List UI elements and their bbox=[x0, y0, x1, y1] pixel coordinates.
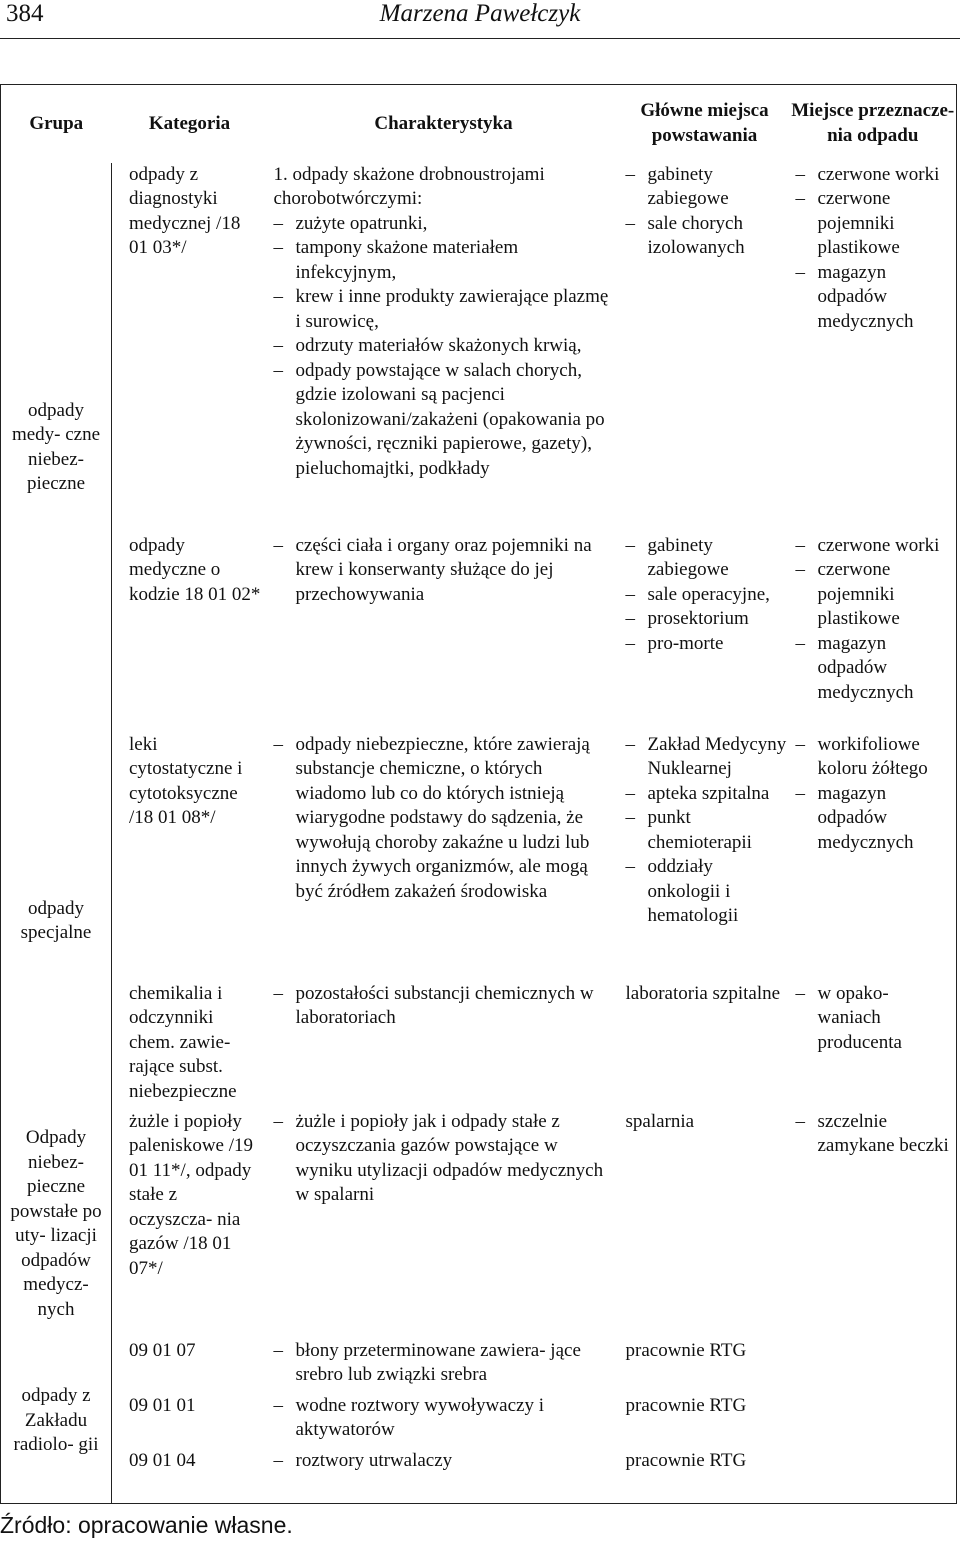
list-item: – w opako- waniach producenta bbox=[796, 982, 955, 1056]
table-row bbox=[1, 733, 957, 982]
characteristic-cell bbox=[268, 1110, 620, 1339]
col-header-grupa: Grupa bbox=[29, 112, 84, 134]
header-rule bbox=[0, 38, 960, 39]
characteristic-cell bbox=[268, 163, 620, 534]
list-item: – magazyn odpadów medycznych bbox=[796, 261, 955, 335]
table-row bbox=[1, 1449, 957, 1504]
characteristic-cell bbox=[268, 1394, 620, 1449]
category-cell: chemikalia i odczynniki chem. zawie- rające subst. niebezpieczne bbox=[129, 982, 237, 1102]
group-cell: odpady z Zakładu radiolo- gii bbox=[1, 1339, 112, 1504]
table-row bbox=[1, 982, 957, 1110]
list-item: – żużle i popioły jak i odpady stałe z oczyszczania gazów powstające w wyniku utylizacji odpadów medycznych w spalarni bbox=[274, 1110, 616, 1208]
destination-cell bbox=[790, 733, 957, 982]
list-item: – gabinety zabiegowe bbox=[626, 163, 788, 212]
list-item: – błony przeterminowane zawiera- jące srebro lub związki srebra bbox=[274, 1339, 616, 1388]
list-item: – szczelnie zamykane beczki bbox=[796, 1110, 955, 1159]
col-header-charakterystyka: Charakterystyka bbox=[374, 112, 513, 134]
list-item: – pro-morte bbox=[626, 632, 788, 657]
origin-cell bbox=[620, 733, 790, 982]
col-header-kategoria: Kategoria bbox=[148, 112, 231, 134]
list-item: – magazyn odpadów medycznych bbox=[796, 782, 955, 856]
destination-cell bbox=[790, 1110, 957, 1339]
table-row bbox=[1, 534, 957, 733]
running-author: Marzena Pawełczyk bbox=[379, 0, 581, 27]
table-header-row bbox=[1, 85, 957, 163]
list-item: – magazyn odpadów medycznych bbox=[796, 632, 955, 706]
list-item: – odpady powstające w salach chorych, gdzie izolowani są pacjenci skolonizowani/zakażeni (opakowania po żywności, ręczniki papierowe, gazety), pieluchomajtki, podkłady bbox=[274, 359, 616, 482]
list-item: – odrzuty materiałów skażonych krwią, bbox=[274, 334, 616, 359]
table-row bbox=[1, 1339, 957, 1394]
list-item: – workifoliowe koloru żółtego bbox=[796, 733, 955, 782]
page-number: 384 bbox=[6, 0, 44, 27]
destination-cell bbox=[790, 1339, 957, 1394]
characteristic-cell bbox=[268, 982, 620, 1110]
origin-cell: laboratoria szpitalne bbox=[625, 982, 781, 1004]
col-header-miejsca: Główne miejsca powstawania bbox=[640, 100, 769, 146]
list-item: – tampony skażone materiałem infekcyjnym, bbox=[274, 236, 616, 285]
characteristic-cell bbox=[268, 1449, 620, 1504]
origin-cell: pracownie RTG bbox=[625, 1449, 747, 1471]
destination-cell bbox=[790, 163, 957, 534]
category-cell: odpady z diagnostyki medycznej /18 01 03*/ bbox=[129, 163, 241, 258]
list-item: – odpady niebezpieczne, które zawierają substancje chemiczne, o których wiadomo lub co do których istnieją wiarygodne podstawy do sądzenia, że wywołują choroby zakaźne u ludzi lub innych żywych organizmów, ale mogą być źródłem zakażeń środowiska bbox=[274, 733, 616, 905]
list-item: – zużyte opatrunki, bbox=[274, 212, 616, 237]
origin-cell bbox=[620, 163, 790, 534]
list-item: – czerwone worki bbox=[796, 534, 955, 559]
destination-cell bbox=[790, 1449, 957, 1504]
category-cell: 09 01 07 bbox=[129, 1339, 196, 1361]
category-cell: leki cytostatyczne i cytotoksyczne /18 01 08*/ bbox=[129, 733, 243, 828]
list-item: – oddziały onkologii i hematologii bbox=[626, 855, 788, 929]
list-item: – części ciała i organy oraz pojemniki na krew i konserwanty służące do jej przechowywania bbox=[274, 534, 616, 608]
list-item: – czerwone pojemniki plastikowe bbox=[796, 558, 955, 632]
col-header-przeznaczenie: Miejsce przeznacze- nia odpadu bbox=[791, 100, 955, 146]
list-item: – czerwone pojemniki plastikowe bbox=[796, 187, 955, 261]
characteristic-cell bbox=[268, 534, 620, 733]
destination-cell bbox=[790, 982, 957, 1110]
category-cell: odpady medyczne o kodzie 18 01 02* bbox=[129, 534, 261, 605]
destination-cell bbox=[790, 1394, 957, 1449]
characteristic-cell bbox=[268, 1339, 620, 1394]
list-item: – czerwone worki bbox=[796, 163, 955, 188]
characteristic-cell bbox=[268, 733, 620, 982]
origin-cell: spalarnia bbox=[625, 1110, 695, 1132]
table-row bbox=[1, 1394, 957, 1449]
category-cell: 09 01 04 bbox=[129, 1449, 196, 1471]
list-item: – apteka szpitalna bbox=[626, 782, 788, 807]
list-item: – punkt chemioterapii bbox=[626, 806, 788, 855]
origin-cell bbox=[620, 534, 790, 733]
group-cell: odpady medy- czne niebez- pieczne bbox=[1, 163, 112, 733]
list-item: – gabinety zabiegowe bbox=[626, 534, 788, 583]
category-cell: żużle i popioły paleniskowe /19 01 11*/, odpady stałe z oczyszcza- nia gazów /18 01 07*/ bbox=[129, 1110, 254, 1279]
list-item: – roztwory utrwalaczy bbox=[274, 1449, 616, 1474]
destination-cell bbox=[790, 534, 957, 733]
origin-cell: pracownie RTG bbox=[625, 1339, 747, 1361]
group-cell: Odpady niebez- pieczne powstałe po uty- lizacji odpadów medycz- nych bbox=[1, 1110, 112, 1339]
source-note: Źródło: opracowanie własne. bbox=[0, 1512, 293, 1538]
origin-cell: pracownie RTG bbox=[625, 1394, 747, 1416]
list-item: – sale chorych izolowanych bbox=[626, 212, 788, 261]
list-item: – pozostałości substancji chemicznych w laboratoriach bbox=[274, 982, 616, 1031]
category-cell: 09 01 01 bbox=[129, 1394, 196, 1416]
group-cell: odpady specjalne bbox=[1, 733, 112, 1110]
characteristic-intro: 1. odpady skażone drobnoustrojami chorobotwórczymi: bbox=[273, 163, 545, 209]
waste-table bbox=[0, 84, 957, 1504]
list-item: – prosektorium bbox=[626, 607, 788, 632]
list-item: – Zakład Medycyny Nuklearnej bbox=[626, 733, 788, 782]
list-item: – sale operacyjne, bbox=[626, 583, 788, 608]
table-row bbox=[1, 163, 957, 534]
list-item: – wodne roztwory wywoływaczy i aktywatorów bbox=[274, 1394, 616, 1443]
list-item: – krew i inne produkty zawierające plazmę i surowicę, bbox=[274, 285, 616, 334]
page-header bbox=[0, 0, 960, 38]
table-row bbox=[1, 1110, 957, 1339]
